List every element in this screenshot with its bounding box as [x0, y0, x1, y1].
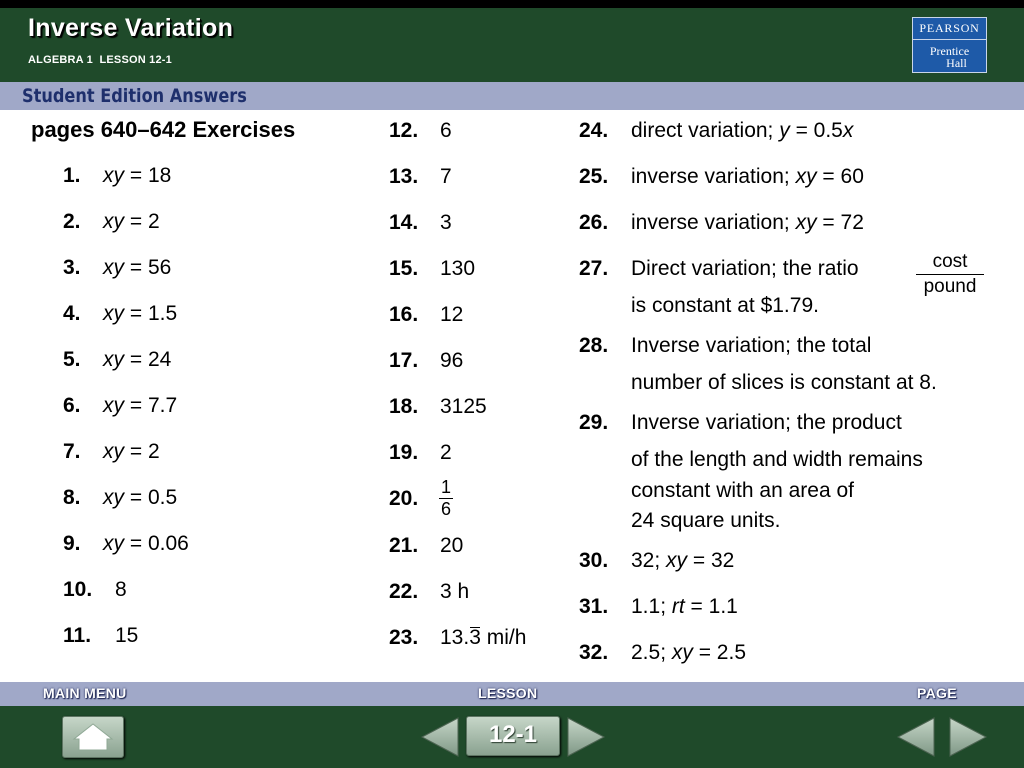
answer-number: 25.: [579, 165, 609, 188]
answer-number: 31.: [579, 595, 609, 618]
answer-number: 18.: [389, 395, 419, 418]
arrow-left-icon: [896, 716, 936, 758]
answer-text: inverse variation; xy = 72: [631, 211, 864, 234]
page-next-button[interactable]: [948, 716, 988, 758]
answer-text-continued: is constant at $1.79.: [631, 294, 819, 317]
answer-number: 32.: [579, 641, 609, 664]
page-label: PAGE: [917, 685, 957, 701]
answer-text-continued: of the length and width remains: [631, 448, 923, 471]
answer-number: 23.: [389, 626, 419, 649]
answer-text: xy = 2: [103, 210, 160, 233]
answer-number: 17.: [389, 349, 419, 372]
main-menu-button[interactable]: [62, 716, 124, 758]
answer-number: 19.: [389, 441, 419, 464]
repeating-digit: 3: [469, 626, 481, 649]
slide-subtitle: ALGEBRA 1 LESSON 12-1: [28, 54, 172, 66]
answer-text: inverse variation; xy = 60: [631, 165, 864, 188]
slide-title: Inverse Variation: [28, 14, 234, 42]
answer-number: 4.: [63, 302, 81, 325]
answer-text: 3125: [440, 395, 487, 418]
answer-text: xy = 18: [103, 164, 172, 187]
answer-text: 130: [440, 257, 476, 280]
fraction-denominator: 6: [440, 499, 451, 519]
answer-number: 7.: [63, 440, 81, 463]
answer-text: xy = 1.5: [103, 302, 178, 325]
answer-text: 32; xy = 32: [631, 549, 735, 572]
lesson-label: LESSON: [478, 685, 538, 701]
answer-number: 8.: [63, 486, 81, 509]
answer-text-continued: number of slices is constant at 8.: [631, 371, 937, 394]
answer-text: 6: [440, 119, 452, 142]
answer-text: 3: [440, 211, 452, 234]
answer-text: 2.5; xy = 2.5: [631, 641, 747, 664]
answer-text: 2: [440, 441, 452, 464]
exercises-heading: pages 640–642 Exercises: [31, 117, 296, 142]
answer-text: xy = 2: [103, 440, 160, 463]
answer-text: xy = 0.06: [103, 532, 189, 555]
fraction-numerator: cost: [932, 251, 968, 272]
answer-number: 16.: [389, 303, 419, 326]
answer-text: xy = 7.7: [103, 394, 178, 417]
answer-text: Direct variation; the ratio: [631, 257, 859, 280]
arrow-right-icon: [566, 716, 606, 758]
logo-text-line3: Hall: [946, 56, 967, 70]
answer-text: Inverse variation; the total: [631, 334, 872, 357]
answer-number: 14.: [389, 211, 419, 234]
answer-text: Inverse variation; the product: [631, 411, 902, 434]
answer-number: 15.: [389, 257, 419, 280]
answer-number: 13.: [389, 165, 419, 188]
fraction-answer: [439, 477, 453, 520]
answer-text: 7: [440, 165, 452, 188]
lesson-prev-button[interactable]: [420, 716, 460, 758]
lesson-next-button[interactable]: [566, 716, 606, 758]
answer-text-continued: 24 square units.: [631, 509, 781, 532]
logo-text-line2: Prentice: [929, 44, 970, 58]
answer-text-continued: constant with an area of: [631, 479, 854, 502]
answer-text: xy = 24: [103, 348, 172, 371]
fraction-cost-per-pound: [916, 250, 984, 299]
logo-text-top: PEARSON: [913, 21, 986, 40]
answer-number: 21.: [389, 534, 419, 557]
answer-text: 15: [115, 624, 139, 647]
answer-number: 27.: [579, 257, 609, 280]
page-prev-button[interactable]: [896, 716, 936, 758]
answer-number: 12.: [389, 119, 419, 142]
answer-text: 1.1; rt = 1.1: [631, 595, 738, 618]
fraction-numerator: 1: [440, 477, 451, 497]
publisher-logo: [912, 17, 987, 73]
answer-number: 11.: [63, 624, 92, 647]
answer-number: 20.: [389, 487, 419, 510]
answer-number: 22.: [389, 580, 419, 603]
answer-number: 6.: [63, 394, 81, 417]
main-menu-label: MAIN MENU: [43, 685, 127, 701]
arrow-left-icon: [420, 716, 460, 758]
answer-number: 29.: [579, 411, 609, 434]
home-icon: [63, 717, 123, 757]
answer-number: 9.: [63, 532, 81, 555]
section-label: Student Edition Answers: [22, 85, 247, 107]
answer-text: 13.3 mi/h: [440, 626, 527, 649]
answer-number: 24.: [579, 119, 609, 142]
answer-number: 5.: [63, 348, 81, 371]
answer-text: 12: [440, 303, 464, 326]
answer-text: 96: [440, 349, 464, 372]
answer-text: direct variation; y = 0.5x: [631, 119, 854, 142]
lesson-number-button[interactable]: 12-1: [466, 716, 560, 756]
answer-number: 1.: [63, 164, 81, 187]
answer-number: 3.: [63, 256, 81, 279]
fraction-denominator: pound: [916, 274, 984, 299]
answer-text: 8: [115, 578, 127, 601]
section-bar: [0, 82, 1024, 110]
answer-text: 20: [440, 534, 464, 557]
footer-label-bar: [0, 682, 1024, 706]
answer-number: 10.: [63, 578, 93, 601]
answer-number: 30.: [579, 549, 609, 572]
answer-number: 28.: [579, 334, 609, 357]
answer-number: 2.: [63, 210, 81, 233]
answer-text: 3 h: [440, 580, 470, 603]
top-border: [0, 0, 1024, 8]
answer-text: xy = 0.5: [103, 486, 178, 509]
header-bar: [0, 8, 1024, 82]
arrow-right-icon: [948, 716, 988, 758]
answer-number: 26.: [579, 211, 609, 234]
answer-text: xy = 56: [103, 256, 172, 279]
